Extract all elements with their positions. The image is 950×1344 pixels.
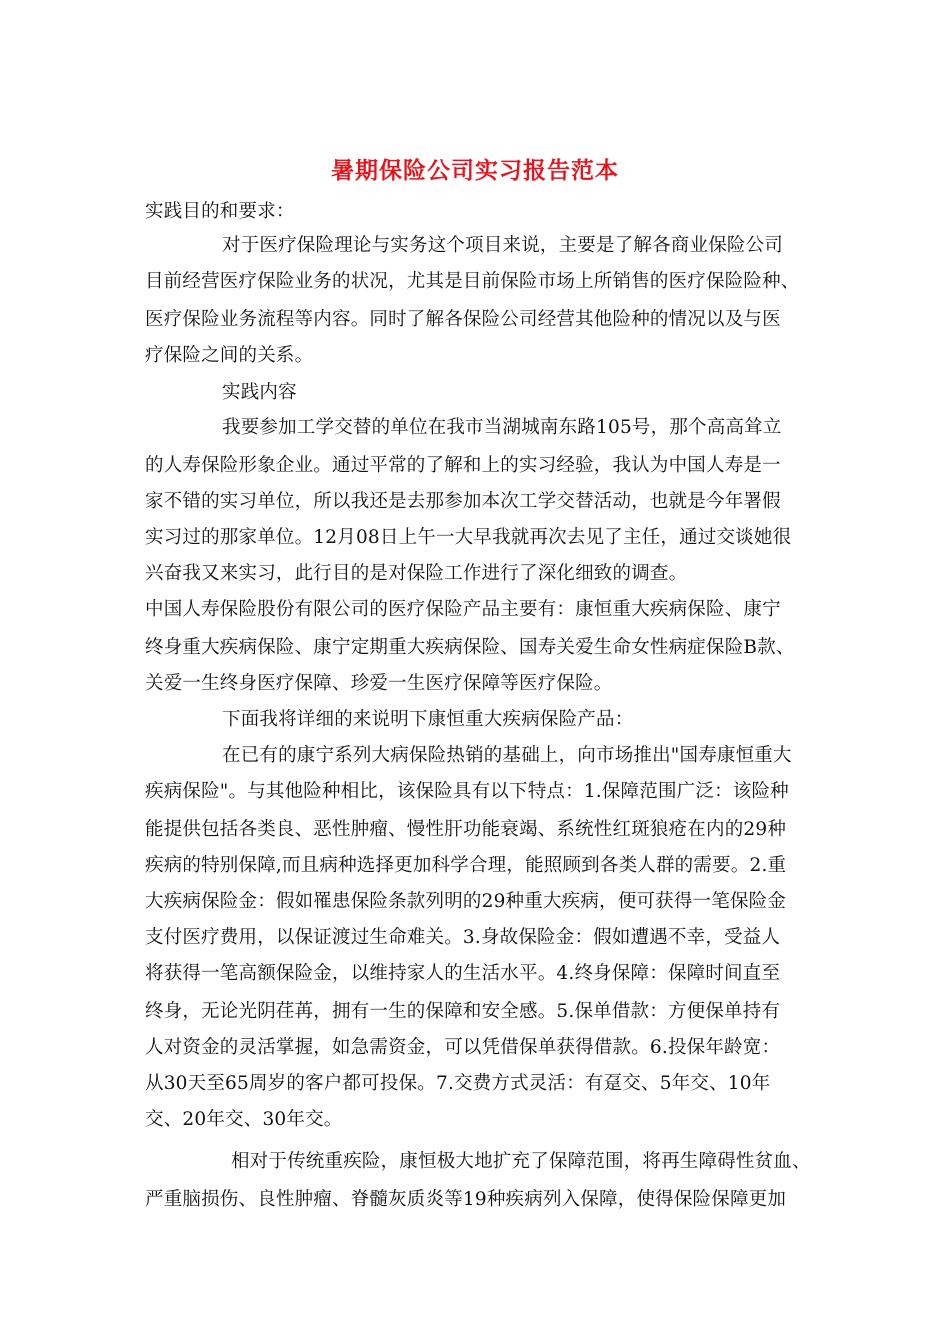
- paragraph-line: 支付医疗费用，以保证渡过生命难关。3.身故保险金：假如遭遇不幸，受益人: [145, 927, 781, 948]
- paragraph-line: 的人寿保险形象企业。通过平常的了解和上的实习经验，我认为中国人寿是一: [145, 455, 781, 476]
- paragraph-line: 终身重大疾病保险、康宁定期重大疾病保险、国寿关爱生命女性病症保险B款、: [145, 637, 795, 658]
- paragraph-line: 医疗保险业务流程等内容。同时了解各保险公司经营其他险种的情况以及与医: [145, 309, 781, 330]
- paragraph-line: 将获得一笔高额保险金，以维持家人的生活水平。4.终身保障：保障时间直至: [145, 963, 781, 984]
- paragraph-line: 兴奋我又来实习，此行目的是对保险工作进行了深化细致的调查。: [145, 563, 688, 584]
- paragraph-line: 疗保险之间的关系。: [145, 345, 314, 366]
- paragraph-line: 能提供包括各类良、恶性肿瘤、慢性肝功能衰竭、系统性红斑狼疮在内的29种: [145, 819, 787, 840]
- paragraph-line: 实习过的那家单位。12月08日上午一大早我就再次去见了主任，通过交谈她很: [145, 527, 792, 548]
- paragraph-line: 下面我将详细的来说明下康恒重大疾病保险产品：: [222, 709, 634, 730]
- paragraph-line: 中国人寿保险股份有限公司的医疗保险产品主要有：康恒重大疾病保险、康宁: [145, 599, 781, 620]
- section-heading-objective: 实践目的和要求：: [145, 201, 295, 222]
- paragraph-line: 大疾病保险金：假如罹患保险条款列明的29种重大疾病，便可获得一笔保险金: [145, 891, 787, 912]
- section-heading-content: 实践内容: [222, 382, 297, 403]
- paragraph-line: 我要参加工学交替的单位在我市当湖城南东路105号，那个高高耸立: [222, 417, 782, 438]
- paragraph-line: 疾病保险"。与其他险种相比，该保险具有以下特点：1.保障范围广泛：该险种: [145, 781, 789, 802]
- paragraph-line: 家不错的实习单位，所以我还是去那参加本次工学交替活动，也就是今年署假: [145, 491, 781, 512]
- paragraph-line: 终身，无论光阴荏苒，拥有一生的保障和安全感。5.保单借款：方便保单持有: [145, 1001, 781, 1022]
- paragraph-line: 目前经营医疗保险业务的状况，尤其是目前保险市场上所销售的医疗保险险种、: [145, 271, 800, 292]
- paragraph-line: 人对资金的灵活掌握，如急需资金，可以凭借保单获得借款。6.投保年龄宽：: [145, 1037, 781, 1058]
- paragraph-line: 交、20年交、30年交。: [145, 1109, 343, 1130]
- paragraph-line: 疾病的特别保障,而且病种选择更加科学合理，能照顾到各类人群的需要。2.重: [145, 855, 787, 876]
- paragraph-line: 相对于传统重疾险，康恒极大地扩充了保障范围，将再生障碍性贫血、: [231, 1151, 811, 1172]
- paragraph-line: 在已有的康宁系列大病保险热销的基础上，向市场推出"国寿康恒重大: [222, 745, 792, 766]
- paragraph-line: 从30天至65周岁的客户都可投保。7.交费方式灵活：有趸交、5年交、10年: [145, 1073, 771, 1094]
- paragraph-line: 对于医疗保险理论与实务这个项目来说，主要是了解各商业保险公司: [222, 235, 784, 256]
- document-title: 暑期保险公司实习报告范本: [331, 157, 619, 184]
- paragraph-line: 关爱一生终身医疗保障、珍爱一生医疗保障等医疗保险。: [145, 673, 613, 694]
- paragraph-line: 严重脑损伤、良性肿瘤、脊髓灰质炎等19种疾病列入保障，使得保险保障更加: [145, 1189, 787, 1210]
